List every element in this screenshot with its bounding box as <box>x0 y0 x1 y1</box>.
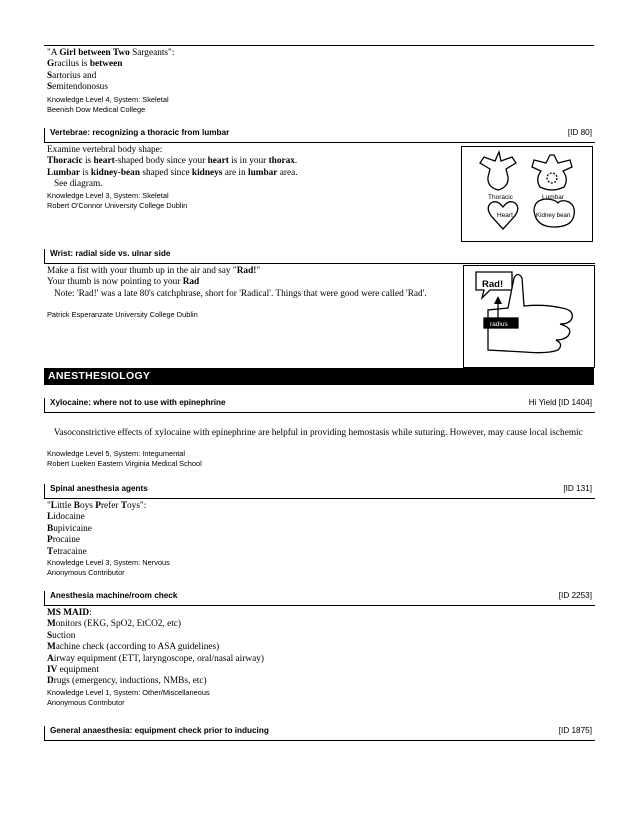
entry-title: Spinal anesthesia agents <box>50 484 148 493</box>
bold-text: L <box>47 512 54 523</box>
bold-text: kidneys <box>191 167 223 178</box>
text-line <box>47 82 174 93</box>
spinal-entry-header <box>44 484 595 499</box>
bold-text: between <box>89 59 123 70</box>
text-run: idocaine <box>53 512 85 523</box>
bold-text: T <box>120 501 128 511</box>
entry-title: Anesthesia machine/room check <box>50 591 178 600</box>
bubble-text: Rad! <box>482 279 504 290</box>
text-line <box>47 145 298 156</box>
bold-text: S <box>47 82 53 93</box>
text-run: Sargeants": <box>129 48 175 58</box>
entry-id: Hi Yield [ID 1404] <box>528 398 592 407</box>
wrist-body <box>47 266 427 300</box>
bold-text: P <box>95 501 101 511</box>
entry-id: [ID 80] <box>567 128 592 137</box>
text-run: upivicaine <box>53 523 92 534</box>
text-run: are in <box>222 167 248 178</box>
text-line <box>47 642 264 653</box>
bold-text: heart <box>93 156 115 167</box>
machine-meta <box>47 688 210 709</box>
bold-text: M <box>47 642 56 653</box>
text-line <box>47 654 264 665</box>
text-line <box>47 277 427 288</box>
entry-id: [ID 131] <box>563 484 592 493</box>
text-run: Vasoconstrictive effects of xylocaine with epinephrine are helpful in providing hemostasis while suturing. However, may cause local ischemic <box>47 428 583 438</box>
general-entry-header <box>44 726 595 741</box>
xylocaine-meta <box>47 449 202 470</box>
text-run: Your thumb is now pointing to your <box>47 277 183 288</box>
text-run: : <box>89 608 92 618</box>
vertebrae-meta <box>47 191 187 212</box>
section-header-anesthesiology <box>44 368 594 385</box>
text-run: artorius and <box>52 70 97 81</box>
text-line <box>47 48 174 59</box>
text-line <box>47 289 427 300</box>
text-line <box>47 619 264 630</box>
bold-text: M <box>47 619 56 630</box>
text-run: achine check (according to ASA guidelines) <box>55 642 220 653</box>
knowledge-level: Knowledge Level 3, System: Nervous <box>47 558 170 567</box>
vertebrae-drawing <box>462 147 592 241</box>
text-line <box>47 428 583 439</box>
label-thoracic: Thoracic <box>488 194 513 201</box>
text-run: onitors (EKG, SpO2, EtCO2, etc) <box>55 619 182 630</box>
contributor: Anonymous Contributor <box>47 568 125 578</box>
girl-mnemonic-meta <box>47 95 169 116</box>
text-line <box>47 266 427 277</box>
bold-text: IV <box>47 664 58 675</box>
vertebrae-entry-header <box>44 128 595 143</box>
spinal-meta <box>47 558 170 579</box>
text-run: . <box>294 156 298 167</box>
text-run: is <box>80 167 91 178</box>
bold-text: thorax <box>268 156 295 167</box>
text-run: See diagram. <box>47 179 103 190</box>
entry-title: Xylocaine: where not to use with epinephrine <box>50 398 226 407</box>
top-divider <box>44 45 594 46</box>
wrist-entry-header <box>44 249 595 264</box>
text-line <box>47 168 298 179</box>
text-line <box>47 676 264 687</box>
text-run: is in your <box>228 156 269 167</box>
text-line <box>47 665 264 676</box>
text-line <box>47 501 146 512</box>
text-run: uction <box>52 630 76 641</box>
contributor: Anonymous Contributor <box>47 698 125 708</box>
bold-text: Thoracic <box>47 156 83 167</box>
entry-id: [ID 2253] <box>558 591 592 600</box>
bold-text: MS MAID <box>47 608 90 618</box>
text-run: shaped since <box>140 167 192 178</box>
text-run: etracaine <box>53 546 87 557</box>
vertebrae-diagram <box>461 146 593 242</box>
text-line <box>47 535 146 546</box>
contributor: Beenish Dow Medical College <box>47 105 146 115</box>
label-heart: Heart <box>497 212 513 219</box>
label-radius: radius <box>490 321 508 328</box>
bold-text: Rad! <box>236 266 257 276</box>
text-run: emitendonosus <box>52 82 108 93</box>
bold-text: S <box>47 70 53 81</box>
text-run: Examine vertebral body shape: <box>47 145 163 155</box>
bold-text: B <box>47 523 54 534</box>
bold-text: S <box>47 630 53 641</box>
bold-text: G <box>47 59 55 70</box>
text-line <box>47 71 174 82</box>
section-title: ANESTHESIOLOGY <box>48 370 151 382</box>
text-run: rugs (emergency, inductions, NMBs, etc) <box>53 676 207 687</box>
label-lumbar: Lumbar <box>542 194 565 201</box>
text-run: area. <box>277 167 298 178</box>
bold-text: kidney-bean <box>90 167 141 178</box>
text-line <box>47 512 146 523</box>
label-kidney-bean: Kidney bean <box>536 212 571 219</box>
entry-title: Vertebrae: recognizing a thoracic from lumbar <box>50 128 230 137</box>
text-run: ittle <box>57 501 74 511</box>
knowledge-level: Knowledge Level 1, System: Other/Miscellaneous <box>47 688 210 697</box>
machine-entry-header <box>44 591 595 606</box>
wrist-meta <box>47 310 198 320</box>
text-run: irway equipment (ETT, laryngoscope, oral/nasal airway) <box>53 653 264 664</box>
text-run: racilus is <box>54 59 90 70</box>
contributor: Patrick Esperanzate University College Dublin <box>47 310 198 319</box>
knowledge-level: Knowledge Level 5, System: Integumental <box>47 449 186 458</box>
contributor: Robert O'Connor University College Dublin <box>47 201 188 211</box>
bold-text: Lumbar <box>47 167 81 178</box>
wrist-diagram <box>463 265 595 368</box>
text-run: equipment <box>57 664 99 675</box>
thumb-up-drawing <box>464 266 594 367</box>
bold-text: lumbar <box>247 167 278 178</box>
machine-body <box>47 608 264 688</box>
text-line <box>47 179 298 190</box>
spinal-body <box>47 501 146 558</box>
girl-mnemonic-body <box>47 48 174 94</box>
text-line <box>47 524 146 535</box>
bold-text: T <box>47 546 54 557</box>
entry-id: [ID 1875] <box>558 726 592 735</box>
text-run: "A <box>47 48 60 58</box>
text-line <box>47 547 146 558</box>
thoracic-vertebra-icon <box>480 152 516 190</box>
bold-text: between Two <box>78 48 130 58</box>
knowledge-level: Knowledge Level 4, System: Skeletal <box>47 95 169 104</box>
text-line <box>47 156 298 167</box>
bold-text: D <box>47 676 54 687</box>
text-run: rocaine <box>52 535 81 546</box>
xylocaine-body <box>47 428 583 439</box>
text-run: oys": <box>127 501 147 511</box>
text-run: " <box>256 266 261 276</box>
text-line <box>47 608 264 619</box>
xylocaine-entry-header <box>44 398 595 413</box>
bold-text: P <box>47 535 53 546</box>
entry-title: General anaesthesia: equipment check prior to inducing <box>50 726 269 735</box>
text-run: " <box>47 501 51 511</box>
vertebrae-body <box>47 145 298 191</box>
text-run: -shaped body since your <box>114 156 208 167</box>
bold-text: L <box>50 501 57 511</box>
bold-text: B <box>73 501 80 511</box>
bold-text: Girl <box>59 48 76 58</box>
bold-text: heart <box>207 156 229 167</box>
text-line <box>47 631 264 642</box>
entry-title: Wrist: radial side vs. ulnar side <box>50 249 171 258</box>
text-run: Make a fist with your thumb up in the air and say " <box>47 266 237 276</box>
text-line <box>47 59 174 70</box>
knowledge-level: Knowledge Level 3, System: Skeletal <box>47 191 169 200</box>
text-run: refer <box>100 501 121 511</box>
bold-text: A <box>47 653 54 664</box>
text-run: Note: 'Rad!' was a late 80's catchphrase, short for 'Radical'. Things that were good were called 'Rad'. <box>47 288 427 299</box>
text-run: is <box>82 156 94 167</box>
contributor: Robert Lueken Eastern Virginia Medical School <box>47 459 202 469</box>
text-run: oys <box>80 501 96 511</box>
bold-text: Rad <box>182 277 200 288</box>
